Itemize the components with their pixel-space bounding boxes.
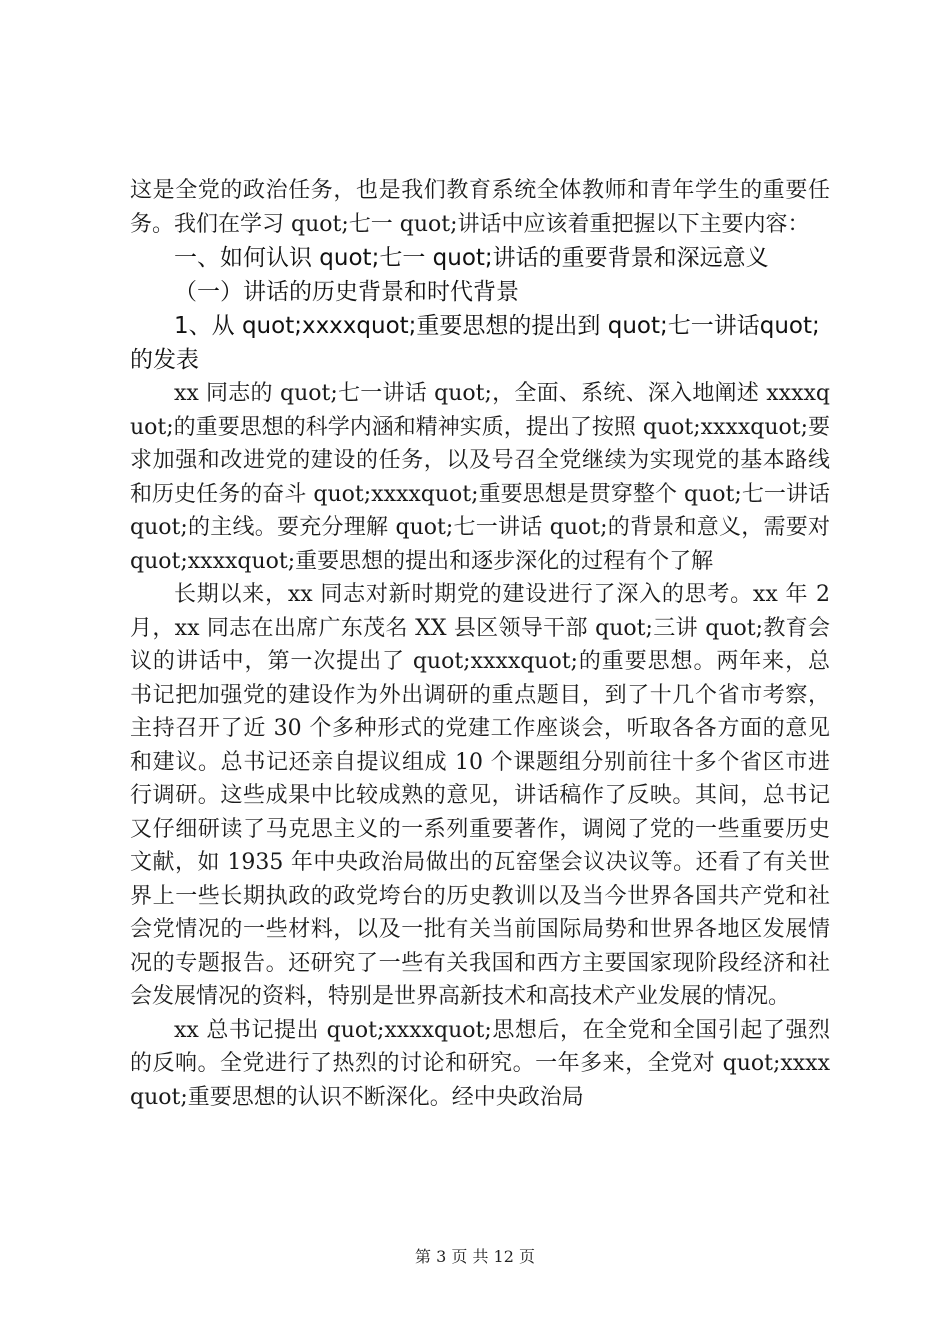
heading-section-1: 一、如何认识 quot;七一 quot;讲话的重要背景和深远意义 — [174, 245, 769, 271]
paragraph-intro: 这是全党的政治任务，也是我们教育系统全体教师和青年学生的重要任务。我们在学习 quot;七一 quot;讲话中应该着重把握以下主要内容： — [130, 178, 830, 237]
document-body — [130, 174, 830, 1114]
heading-point-1: 1、从 quot;xxxxquot;重要思想的提出到 quot;七一讲话quot;的发表 — [130, 313, 820, 373]
paragraph-speech-summary: xx 同志的 quot;七一讲话 quot;，全面、系统、深入地阐述 xxxxquot;的重要思想的科学内涵和精神实质，提出了按照 quot;xxxxquot;要求加强和改进党的建设的任务，以及号召全党继续为实现党的基本路线和历史任务的奋斗 quot;xxxxquot;重要思想是贯穿整个 quot;七一讲话 quot;的主线。要充分理解 quot;七一讲话 quot;的背景和意义，需要对 quot;xxxxquot;重要思想的提出和逐步深化的过程有个了解 — [130, 381, 830, 574]
heading-subsection-1: （一）讲话的历史背景和时代背景 — [174, 279, 519, 305]
paragraph-response: xx 总书记提出 quot;xxxxquot;思想后，在全党和全国引起了强烈的反响。全党进行了热烈的讨论和研究。一年多来，全党对 quot;xxxxquot;重要思想的认识不断深化。经中央政治局 — [130, 1017, 830, 1110]
paragraph-background: 长期以来，xx 同志对新时期党的建设进行了深入的思考。xx 年 2 月，xx 同志在出席广东茂名 XX 县区领导干部 quot;三讲 quot;教育会议的讲话中，第一次提出了 quot;xxxxquot;的重要思想。两年来，总书记把加强党的建设作为外出调研的重点题目，到了十几个省市考察，主持召开了近 30 个多种形式的党建工作座谈会，听取各各方面的意见和建议。总书记还亲自提议组成 10 个课题组分别前往十多个省区市进行调研。这些成果中比较成熟的意见，讲话稿作了反映。其间，总书记又仔细研读了马克思主义的一系列重要著作，调阅了党的一些重要历史文献，如 1935 年中央政治局做出的瓦窑堡会议决议等。还看了有关世界上一些长期执政的政党垮台的历史教训以及当今世界各国共产党和社会党情况的一些材料，以及一批有关当前国际局势和世界各地区发展情况的专题报告。还研究了一些有关我国和西方主要国家现阶段经济和社会发展情况的资料，特别是世界高新技术和高技术产业发展的情况。 — [130, 582, 830, 1009]
page-footer: 第 3 页 共 12 页 — [415, 1247, 535, 1266]
